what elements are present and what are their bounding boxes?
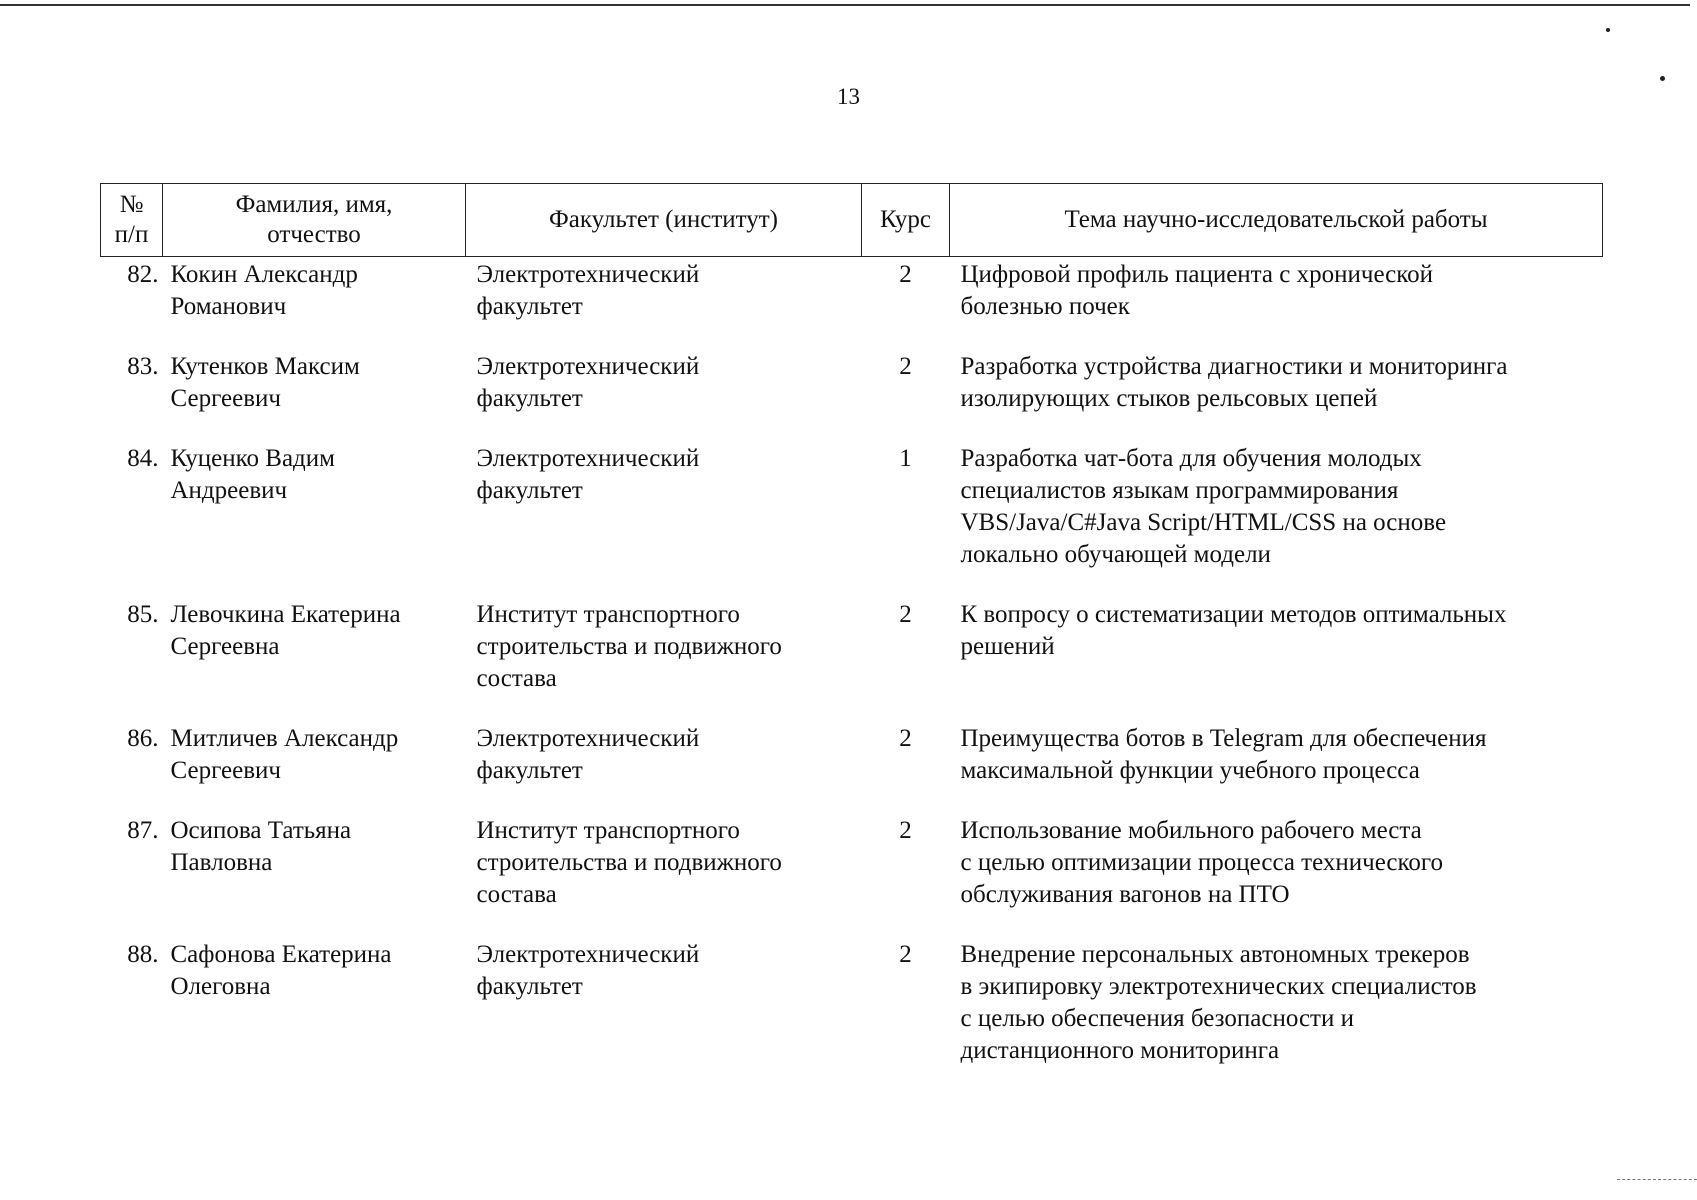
course: 2	[899, 725, 912, 752]
student-name: Осипова Татьяна Павловна	[170, 817, 352, 876]
research-topic: Разработка устройства диагностики и мониторинга изолирующих стыков рельсовых цепей	[960, 353, 1508, 412]
row-number: 87.	[127, 817, 159, 844]
faculty: Институт транспортного строительства и подвижного состава	[476, 817, 782, 908]
table-row	[101, 257, 1603, 350]
header-num: № п/п	[101, 184, 163, 257]
table-row	[101, 597, 1603, 721]
page-number: 13	[837, 84, 860, 109]
research-topic: Цифровой профиль пациента с хронической болезнью почек	[960, 261, 1434, 320]
faculty: Электротехнический факультет	[476, 941, 700, 1000]
student-name: Кокин Александр Романович	[170, 261, 358, 320]
research-topic: Преимущества ботов в Telegram для обеспечения максимальной функции учебного процесса	[960, 725, 1487, 784]
row-number: 83.	[127, 353, 159, 380]
faculty: Электротехнический факультет	[476, 353, 700, 412]
course: 1	[899, 445, 912, 472]
course: 2	[899, 941, 912, 968]
header-course: Курс	[862, 184, 950, 257]
header-row	[101, 184, 1603, 257]
course: 2	[899, 817, 912, 844]
student-name: Митличев Александр Сергеевич	[170, 725, 399, 784]
faculty: Институт транспортного строительства и подвижного состава	[476, 601, 782, 692]
row-number: 86.	[127, 725, 159, 752]
research-topic: Разработка чат-бота для обучения молодых специалистов языкам программирования VBS/Java/C#Java Script/HTML/CSS на основе локально обучающей модели	[960, 445, 1447, 568]
research-topic: К вопросу о систематизации методов оптимальных решений	[960, 601, 1507, 660]
faculty: Электротехнический факультет	[476, 261, 700, 320]
table-header	[101, 184, 1603, 257]
table-row	[101, 721, 1603, 813]
row-number: 88.	[127, 941, 159, 968]
table-row	[101, 937, 1603, 1067]
bottom-dash-line	[1617, 1179, 1697, 1180]
course: 2	[899, 353, 912, 380]
course: 2	[899, 601, 912, 628]
table-row	[101, 813, 1603, 937]
research-topic: Использование мобильного рабочего места с целью оптимизации процесса технического обслуживания вагонов на ПТО	[960, 817, 1444, 908]
research-topic: Внедрение персональных автономных трекеров в экипировку электротехнических специалистов с целью обеспечения безопасности и дистанционного мониторинга	[960, 941, 1477, 1064]
header-faculty: Факультет (институт)	[466, 184, 862, 257]
row-number: 85.	[127, 601, 159, 628]
course: 2	[899, 261, 912, 288]
faculty: Электротехнический факультет	[476, 445, 700, 504]
table-row	[101, 349, 1603, 441]
header-name: Фамилия, имя, отчество	[163, 184, 466, 257]
top-border-line	[0, 4, 1690, 6]
row-number: 84.	[127, 445, 159, 472]
student-name: Сафонова Екатерина Олеговна	[170, 941, 392, 1000]
student-name: Кутенков Максим Сергеевич	[170, 353, 360, 412]
row-number: 82.	[127, 261, 159, 288]
header-topic: Тема научно-исследовательской работы	[950, 184, 1603, 257]
scan-speck	[1606, 28, 1610, 32]
student-name: Куценко Вадим Андреевич	[170, 445, 335, 504]
students-table	[100, 183, 1603, 1067]
faculty: Электротехнический факультет	[476, 725, 700, 784]
table-row	[101, 441, 1603, 597]
student-name: Левочкина Екатерина Сергеевна	[170, 601, 401, 660]
scan-speck	[1660, 76, 1665, 81]
table-body	[101, 257, 1603, 1068]
